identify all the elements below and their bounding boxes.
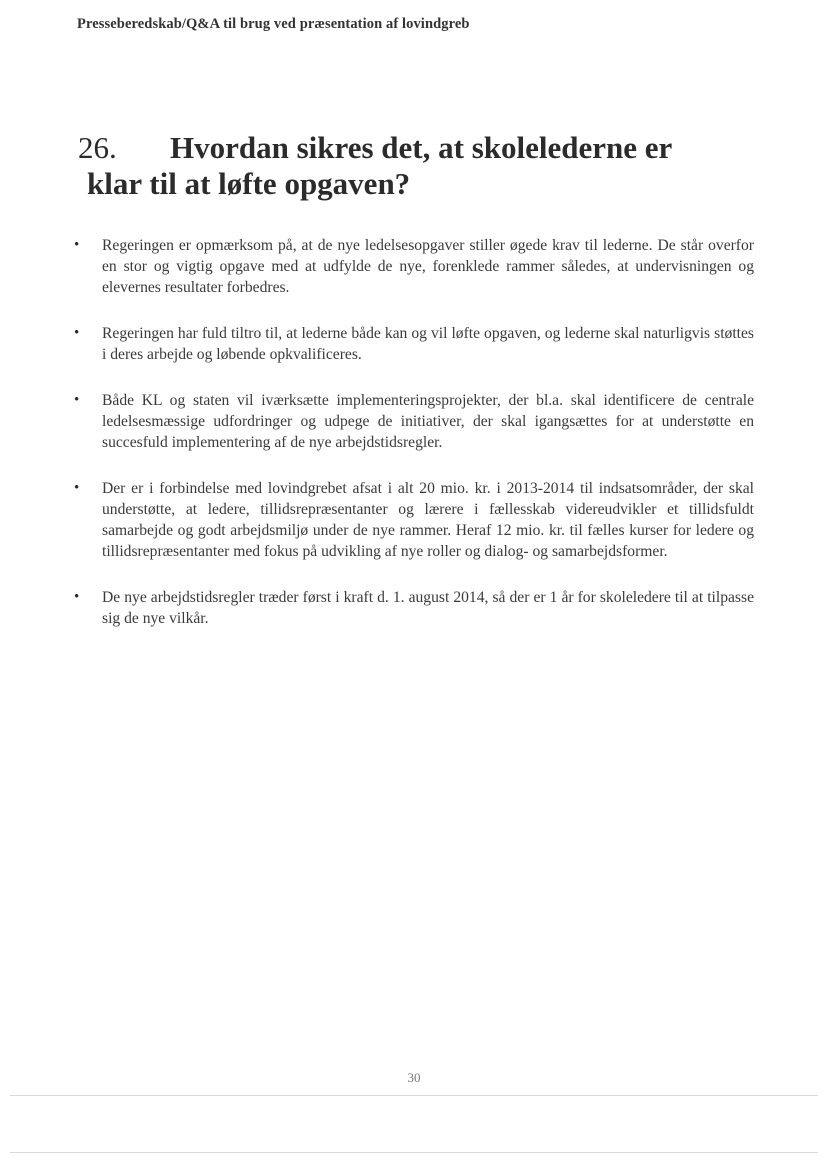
bullet-text: Både KL og staten vil iværksætte implementeringsprojekter, der bl.a. skal identificere de centrale ledelsesmæssige udfordringer og udpege de initiativer, der skal igangsættes for at understøtte en succesfuld implementering af de nye arbejdstidsregler. xyxy=(102,392,754,451)
bullet-item-2 xyxy=(74,323,754,365)
bullet-icon: • xyxy=(74,392,80,408)
question-heading xyxy=(78,130,758,202)
bullet-text: Regeringen er opmærksom på, at de nye ledelsesopgaver stiller øgede krav til lederne. De står overfor en stor og vigtig opgave med at udfylde de nye, forenklede rammer således, at undervisningen og elevernes resultater forbedres. xyxy=(102,237,754,296)
page-number: 30 xyxy=(407,1070,421,1085)
bullet-text: Der er i forbindelse med lovindgrebet afsat i alt 20 mio. kr. i 2013-2014 til indsatsområder, der skal understøtte, at ledere, tillidsrepræsentanter og lærere i fællesskab videreudvikler et tillidsfuldt samarbejde og godt arbejdsmiljø under de nye rammer. Heraf 12 mio. kr. til fælles kurser for ledere og tillidsrepræsentanter med fokus på udvikling af nye roller og dialog- og samarbejdsformer. xyxy=(102,480,754,560)
scan-artifact-line xyxy=(10,1095,818,1096)
answer-bullet-list xyxy=(74,235,754,654)
bullet-item-4 xyxy=(74,478,754,562)
question-number: 26. xyxy=(78,130,117,165)
question-title-line-2: klar til at løfte opgaven? xyxy=(87,166,411,201)
bullet-text: De nye arbejdstidsregler træder først i kraft d. 1. august 2014, så der er 1 år for skoleledere til at tilpasse sig de nye vilkår. xyxy=(102,589,754,627)
question-title-line-1: Hvordan sikres det, at skolelederne er xyxy=(170,130,673,165)
bullet-icon: • xyxy=(74,325,80,341)
bullet-icon: • xyxy=(74,589,80,605)
bullet-text: Regeringen har fuld tiltro til, at lederne både kan og vil løfte opgaven, og lederne skal naturligvis støttes i deres arbejde og løbende opkvalificeres. xyxy=(102,325,754,363)
bullet-icon: • xyxy=(74,237,80,253)
document-header: Presseberedskab/Q&A til brug ved præsentation af lovindgreb xyxy=(77,16,470,32)
bullet-item-5 xyxy=(74,587,754,629)
bullet-icon: • xyxy=(74,480,80,496)
bullet-item-1 xyxy=(74,235,754,298)
bullet-item-3 xyxy=(74,390,754,453)
scan-artifact-line xyxy=(10,1152,818,1153)
